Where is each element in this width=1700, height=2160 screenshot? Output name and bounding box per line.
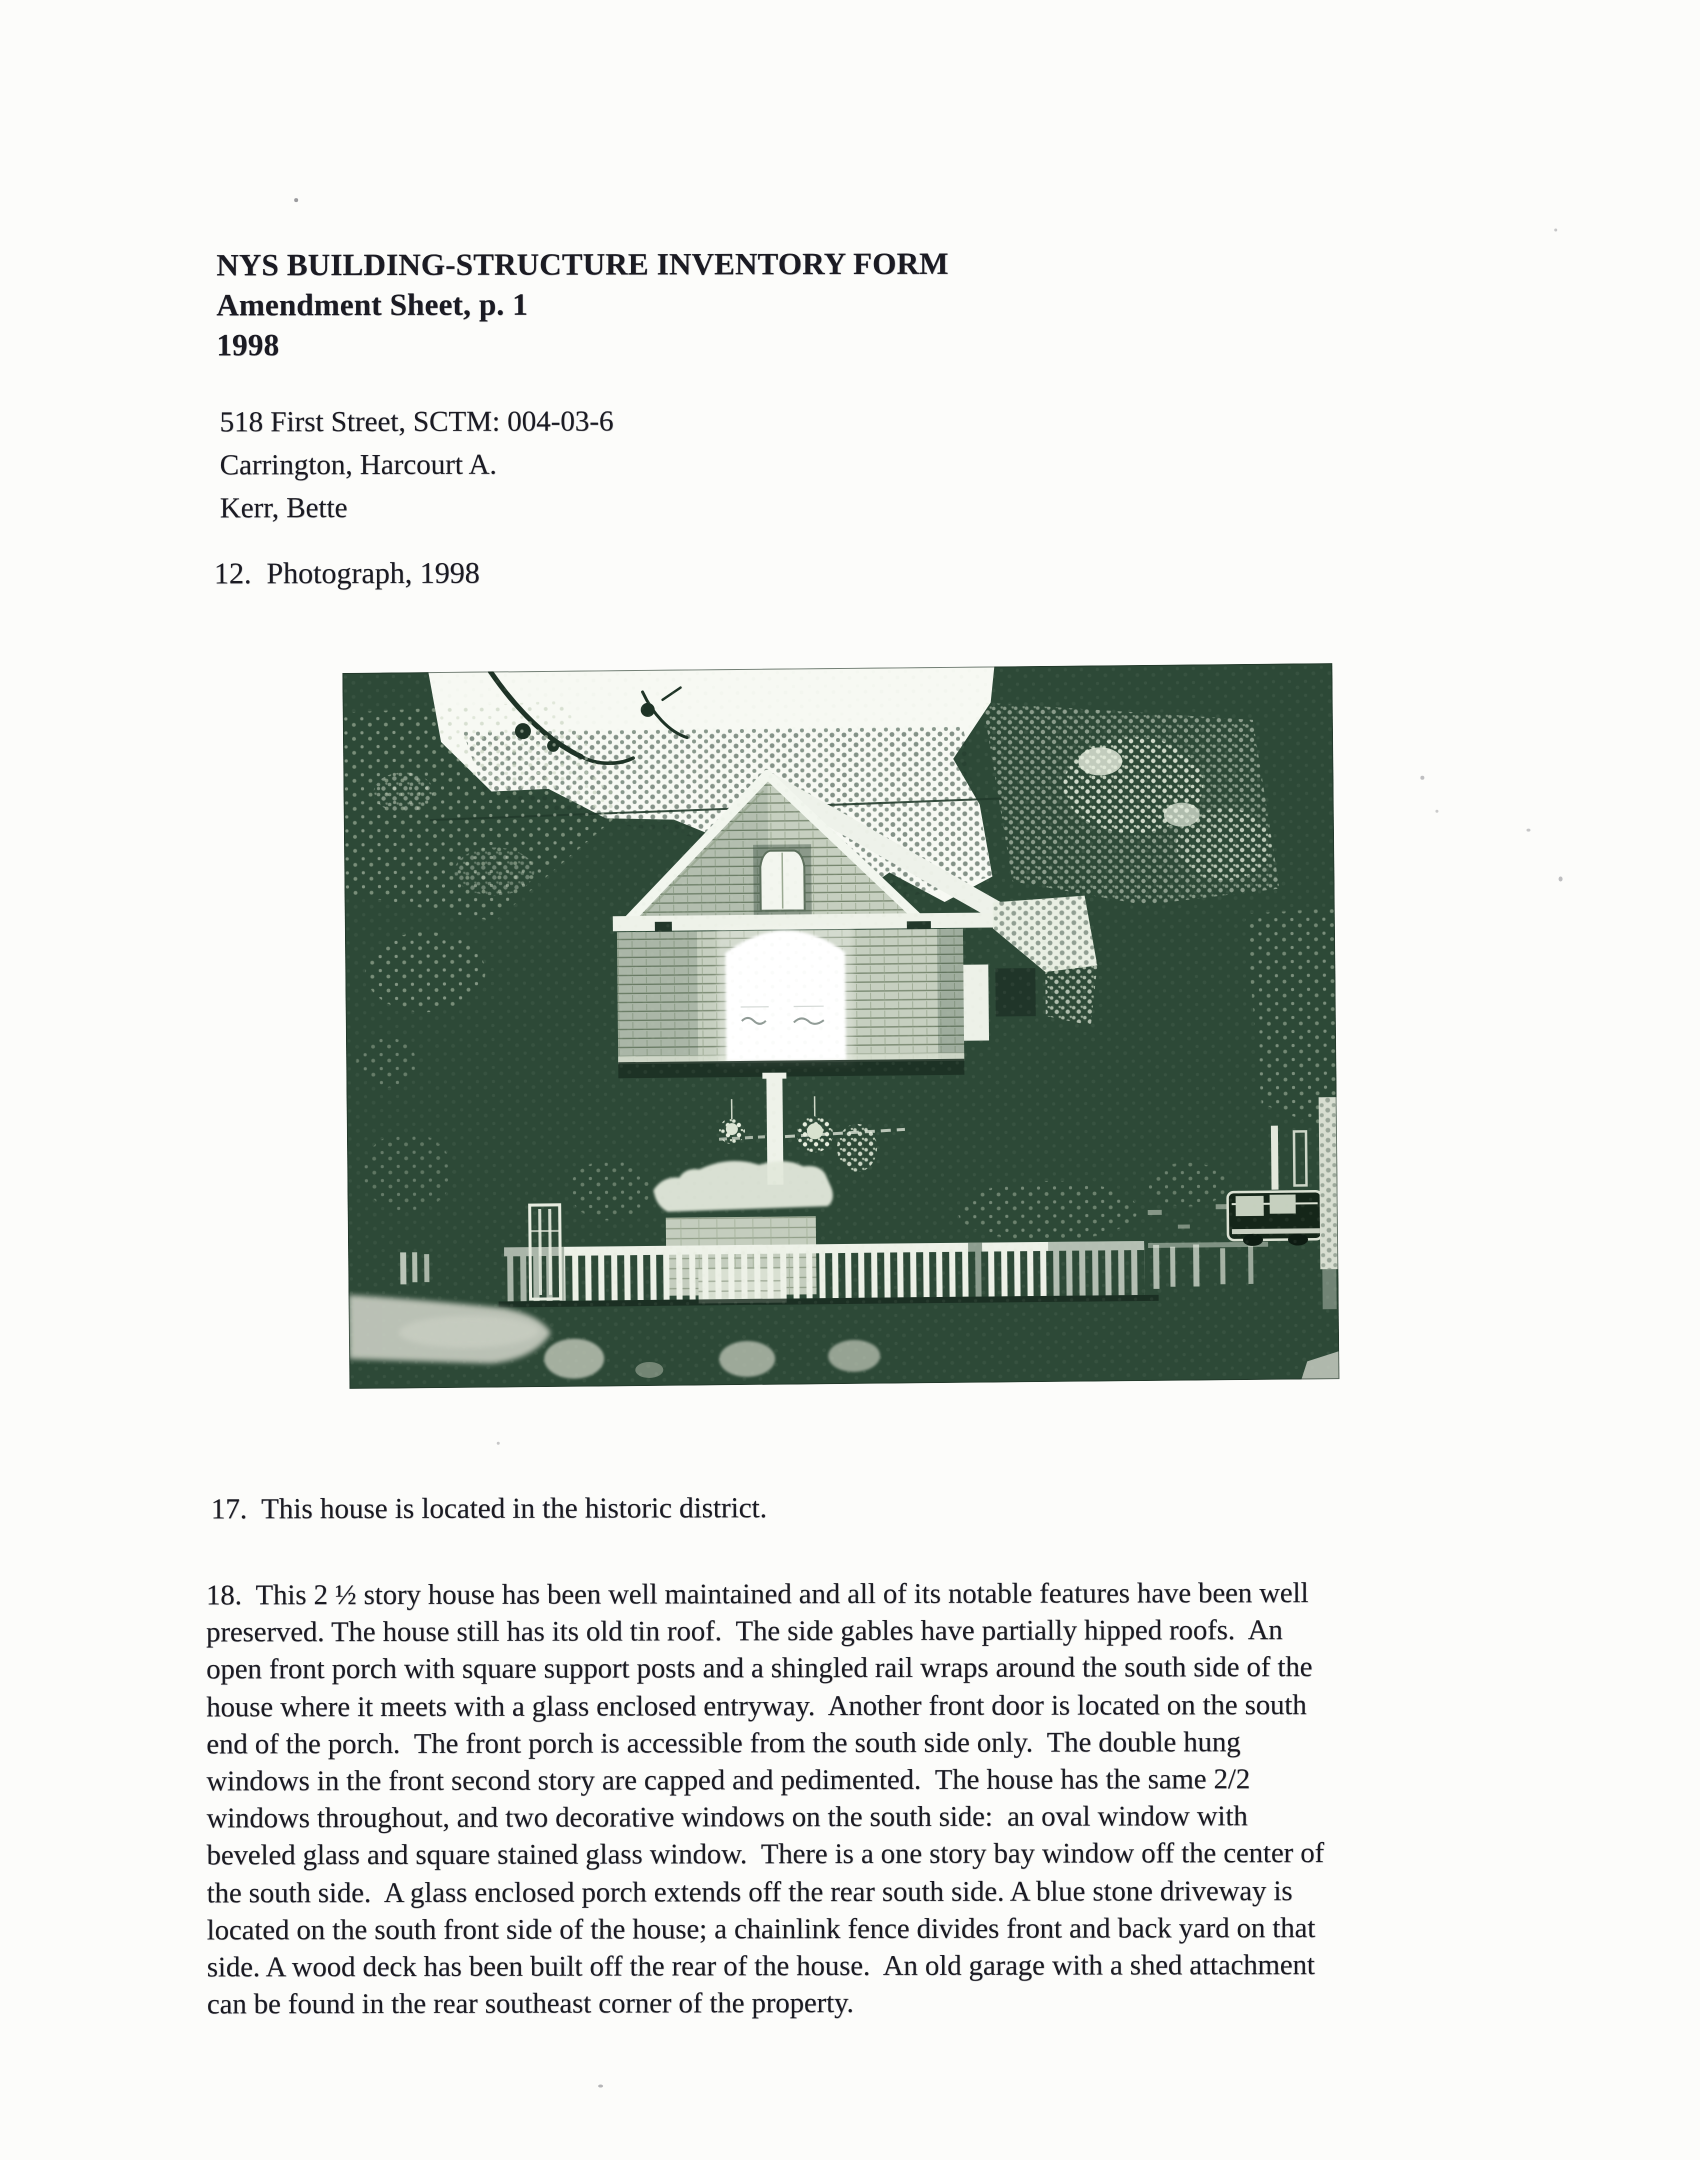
photo-grain xyxy=(342,663,1339,1389)
scan-artifact xyxy=(1554,229,1557,232)
item-18-number: 18. xyxy=(206,1580,242,1612)
property-address: 518 First Street, SCTM: 004-03-6 xyxy=(219,405,614,439)
scan-artifact xyxy=(497,1442,500,1445)
property-owner-1: Carrington, Harcourt A. xyxy=(219,448,497,482)
item-12-number: 12. xyxy=(213,557,252,591)
scan-artifact xyxy=(294,198,298,202)
item-18-description xyxy=(206,1575,1543,2024)
form-header xyxy=(216,244,949,366)
item-17-text: This house is located in the historic district. xyxy=(247,1492,767,1526)
scan-artifact xyxy=(1559,877,1563,882)
item-18-text: This 2 ½ story house has been well maintained and all of its notable features have been well preserved. The house still has its old tin roof. The side gables have partially hipped roofs. An open front porch with square support posts and a shingled rail wraps around the south side of the house where it meets with a glass enclosed entryway. Another front door is located on the south end of the porch. The front porch is accessible from the south side only. The double hung windows in the front second story are capped and pedimented. The house has the same 2/2 windows throughout, and two decorative windows on the south side: an oval window with beveled glass and square stained glass window. There is a one story bay window off the center of the south side. A glass enclosed porch extends off the rear south side. A blue stone driveway is located on the south front side of the house; a chainlink fence divides front and back yard on that side. A wood deck has been built off the rear of the house. An old garage with a shed attachment can be found in the rear southeast corner of the property. xyxy=(206,1578,1325,2021)
item-12-photograph xyxy=(214,557,480,592)
form-year: 1998 xyxy=(216,327,280,363)
item-17-historic-district xyxy=(211,1492,767,1526)
scan-artifact xyxy=(1435,810,1438,813)
form-title: NYS BUILDING-STRUCTURE INVENTORY FORM xyxy=(216,245,949,283)
scan-artifact xyxy=(1526,829,1530,832)
item-12-label: Photograph, 1998 xyxy=(251,556,480,591)
form-subtitle: Amendment Sheet, p. 1 xyxy=(216,286,529,323)
property-block xyxy=(220,400,614,530)
house-photo-image xyxy=(342,663,1339,1389)
scan-artifact xyxy=(598,2085,603,2088)
scan-artifact xyxy=(1420,776,1424,780)
item-17-number: 17. xyxy=(210,1493,248,1526)
house-photograph xyxy=(342,663,1339,1389)
property-owner-2: Kerr, Bette xyxy=(219,492,348,525)
